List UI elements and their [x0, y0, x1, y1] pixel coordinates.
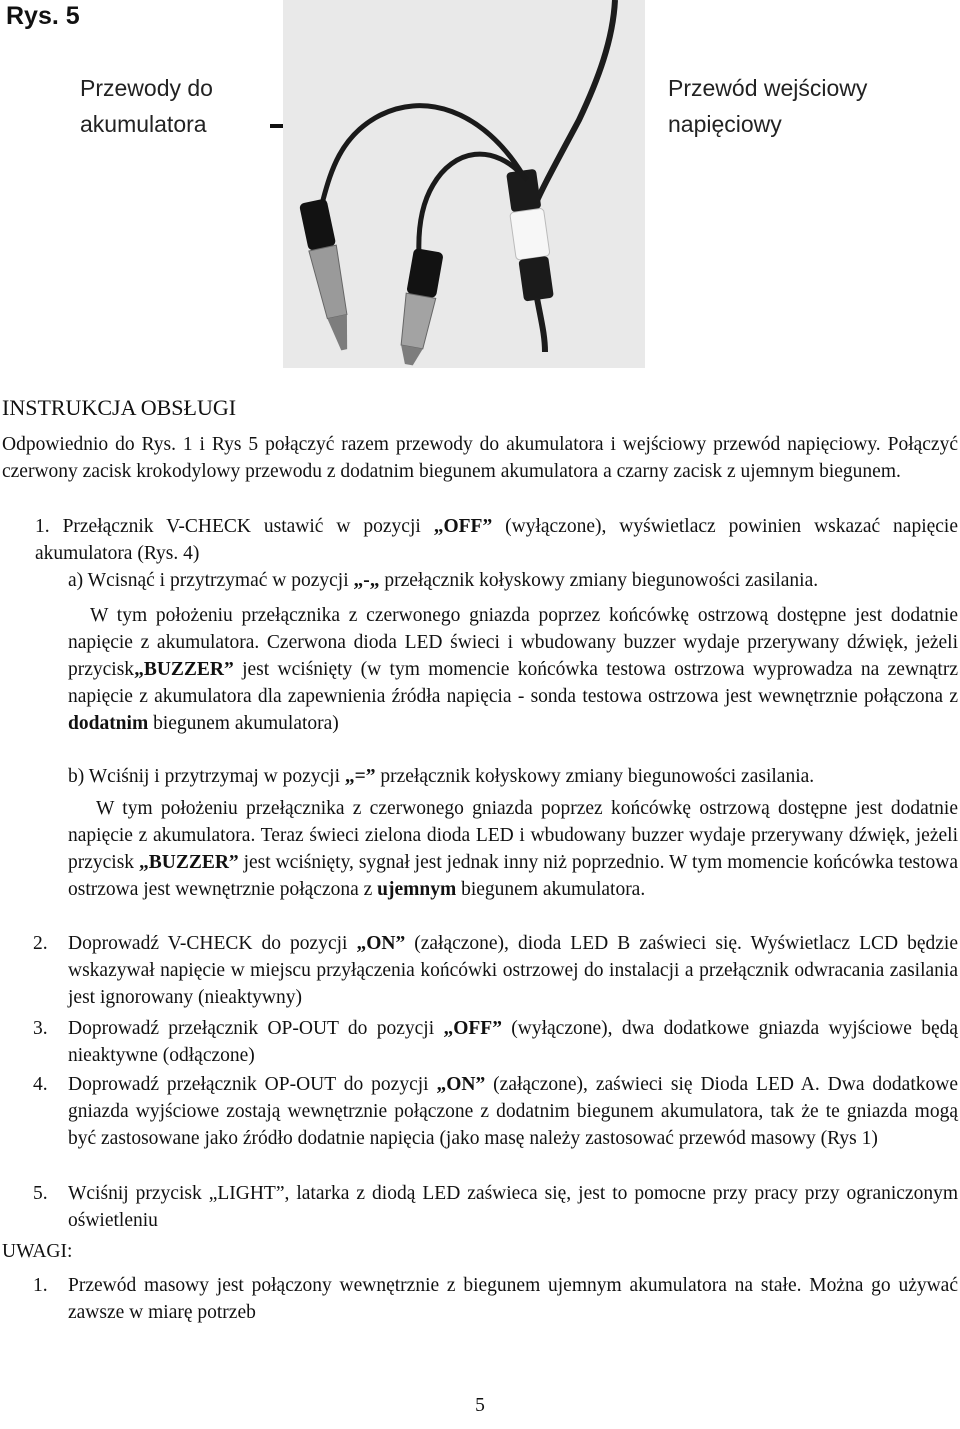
- item-3-text-1: Doprowadź przełącznik OP-OUT do pozycji: [68, 1018, 444, 1039]
- para-b-text-1: W tym położeniu przełącznika z czerwonego gniazda poprzez końcówkę ostrzową dostępne jest dodatnie napięcie z akumulatora. Teraz świeci zielona dioda LED i wbudowany buzzer wydaje przerywany dźwięk, jeżeli przycisk: [68, 798, 958, 873]
- caption-input-lead: Przewód wejściowy napięciowy: [668, 75, 868, 137]
- instructions-heading: INSTRUKCJA OBSŁUGI: [2, 395, 237, 420]
- instruction-item-5: Wciśnij przycisk „LIGHT”, latarka z diodą LED zaświeca się, jest to pomocne przy pracy przy ograniczonym oświetleniu: [68, 1183, 958, 1231]
- instruction-item-3: [68, 1015, 958, 1069]
- note-item-1: Przewód masowy jest połączony wewnętrznie z biegunem ujemnym akumulatora na stałe. Można go używać zawsze w miarę potrzeb: [68, 1275, 958, 1323]
- page-number: 5: [475, 1395, 485, 1416]
- item-3-number: 3.: [33, 1018, 48, 1039]
- item-2-text-1: Doprowadź V-CHECK do pozycji: [68, 933, 357, 954]
- instruction-item-4: [68, 1071, 958, 1152]
- para-a-text-3: biegunem akumulatora): [148, 713, 339, 734]
- para-b-buzzer-label: „BUZZER”: [138, 852, 239, 873]
- sub-b-text-2: przełącznik kołyskowy zmiany biegunowości zasilania.: [375, 766, 815, 787]
- caption-battery-leads: Przewody do akumulatora: [80, 75, 213, 137]
- para-a-positive-label: dodatnim: [68, 713, 149, 734]
- note-1-number: 1.: [33, 1275, 48, 1296]
- cables-photo: [283, 0, 645, 368]
- sub-a-text-2: przełącznik kołyskowy zmiany biegunowości zasilania.: [379, 570, 819, 591]
- para-b-text-2: jest wciśnięty, sygnał jest jednak inny niż poprzednio. W tym momencie końcówka testowa ostrzowa jest wewnętrznie połączona z: [68, 852, 958, 900]
- notes-heading: UWAGI:: [2, 1241, 73, 1262]
- item-2-on-label: „ON”: [356, 933, 406, 954]
- item-5-number: 5.: [33, 1183, 48, 1204]
- item-1-number: 1.: [35, 516, 50, 537]
- item-3-off-label: „OFF”: [443, 1018, 502, 1039]
- item-1-text-2: (wyłączone), wyświetlacz powinien wskazać napięcie akumulatora (Rys. 4): [35, 516, 959, 564]
- para-a-text-1: W tym położeniu przełącznika z czerwonego gniazda poprzez końcówkę ostrzową dostępne jest dodatnie napięcie z akumulatora. Czerwona dioda LED świeci i wbudowany buzzer wydaje przerywany dźwięk, jeżeli przycisk: [68, 605, 958, 680]
- para-a-text-2: jest wciśnięty (w tym momencie końcówka testowa ostrzowa wyprowadza na zewnątrz napięcie z akumulatora dla zapewnienia źródła napięcia - sonda testowa ostrzowa jest wewnętrznie połączona z: [68, 659, 958, 707]
- instruction-item-1: [35, 513, 958, 567]
- sub-a-text-1: a) Wcisnąć i przytrzymać w pozycji: [68, 570, 354, 591]
- item-2-number: 2.: [33, 933, 48, 954]
- sub-step-b-paragraph: [68, 795, 958, 903]
- instruction-item-2: [68, 930, 958, 1011]
- item-3-text-2: (wyłączone), dwa dodatkowe gniazda wyjściowe będą nieaktywne (odłączone): [68, 1018, 958, 1066]
- intro-paragraph: Odpowiednio do Rys. 1 i Rys 5 połączyć razem przewody do akumulatora i wejściowy przewód napięciowy. Połączyć czerwony zacisk krokodylowy przewodu z dodatnim biegunem akumulatora a czarny zacisk z ujemnym biegunem.: [2, 434, 958, 482]
- figure-title: Rys. 5: [6, 2, 80, 30]
- item-4-text-2: (załączone), zaświeci się Dioda LED A. Dwa dodatkowe gniazda wyjściowe zostają wewnętrznie połączone z dodatnim biegunem akumulatora, tak że te gniazda mogą być zastosowane jako źródło dodatnie napięcia (jako masę należy zastosować przewód masowy (Rys 1): [68, 1074, 958, 1149]
- sub-step-a-paragraph: [68, 602, 958, 737]
- sub-step-a: [68, 567, 958, 594]
- sub-step-b: [68, 763, 958, 790]
- item-2-text-2: (załączone), dioda LED B zaświeci się. Wyświetlacz LCD będzie wskazywał napięcie w miejscu przyłączenia końcówki ostrzowej do instalacji a przełącznik odwracania zasilania jest ignorowany (nieaktywny): [68, 933, 958, 1008]
- item-4-on-label: „ON”: [436, 1074, 486, 1095]
- para-b-negative-label: ujemnym: [377, 879, 457, 900]
- para-a-buzzer-label: „BUZZER”: [134, 659, 234, 680]
- item-1-off-label: „OFF”: [433, 516, 493, 537]
- item-1-text-1: Przełącznik V-CHECK ustawić w pozycji: [62, 516, 434, 537]
- item-4-text-1: Doprowadź przełącznik OP-OUT do pozycji: [68, 1074, 437, 1095]
- sub-b-text-1: b) Wciśnij i przytrzymaj w pozycji: [68, 766, 345, 787]
- sub-b-position-label: „=”: [344, 766, 376, 787]
- item-4-number: 4.: [33, 1074, 48, 1095]
- para-b-text-3: biegunem akumulatora.: [456, 879, 646, 900]
- sub-a-position-label: „-„: [353, 570, 380, 591]
